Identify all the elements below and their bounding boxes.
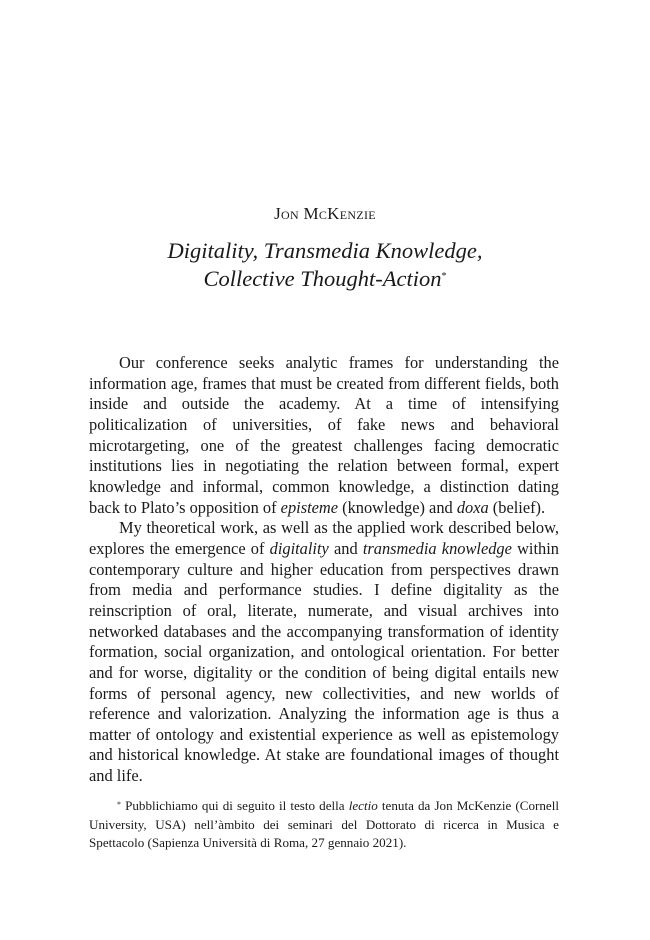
article-title bbox=[0, 237, 650, 293]
title-line-2 bbox=[0, 265, 650, 293]
term-digitality: digitality bbox=[269, 538, 329, 558]
footnote bbox=[89, 797, 559, 853]
paragraph-1-text-b: (knowledge) and bbox=[338, 497, 457, 517]
footnote-reference-mark[interactable]: * bbox=[441, 271, 447, 282]
paragraph-2-conjunction: and bbox=[328, 538, 363, 558]
footnote-text-b: tenuta da Jon McKenzie (Cornell University, USA) nell’àmbito dei seminari del Dottorato di ricerca in Musica e Spettacolo (Sapienza Università di Roma, 27 gennaio 2021). bbox=[89, 798, 560, 850]
paragraph-2 bbox=[89, 518, 559, 787]
title-line-1: Digitality, Transmedia Knowledge, bbox=[167, 238, 483, 263]
title-line-2-text: Collective Thought-Action bbox=[203, 266, 442, 291]
author-name: Jon McKenzie bbox=[274, 204, 376, 223]
term-episteme: episteme bbox=[280, 497, 339, 517]
paragraph-1 bbox=[89, 353, 559, 518]
paragraph-2-text-b: within contemporary culture and higher education from perspectives drawn from media and performance studies. I define digitality as the reinscription of oral, literate, numerate, and visual archives into networked databases and the accompanying transformation of identity formation, social organization, and ontological orientation. For better and for worse, digitality or the condition of being digital entails new forms of personal agency, new collectivities, and new worlds of reference and valorization. Analyzing the information age is thus a matter of ontology and existential experience as well as epistemology and historical knowledge. At stake are foundational images of thought and life. bbox=[89, 538, 559, 786]
body-text bbox=[89, 353, 559, 787]
term-lectio: lectio bbox=[348, 798, 378, 813]
footnote-text-a: Pubblichiamo qui di seguito il testo della bbox=[121, 798, 349, 813]
paragraph-1-text-c: (belief). bbox=[488, 497, 546, 517]
paragraph-1-text-a: Our conference seeks analytic frames for understanding the information age, frames that must be created from different fields, both inside and outside the academy. At a time of intensifying politicalization of universities, of fake news and behavioral microtargeting, one of the greatest challenges facing democratic institutions lies in negotiating the relation between formal, expert knowledge and informal, common knowledge, a distinction dating back to Plato’s opposition of bbox=[89, 353, 559, 517]
term-transmedia-knowledge: transmedia knowledge bbox=[362, 538, 512, 558]
paragraph-2-text-a: My theoretical work, as well as the applied work described below, explores the emergence of bbox=[89, 518, 559, 558]
footnote-mark: * bbox=[117, 800, 121, 809]
footnote-paragraph bbox=[89, 797, 559, 853]
term-doxa: doxa bbox=[456, 497, 489, 517]
